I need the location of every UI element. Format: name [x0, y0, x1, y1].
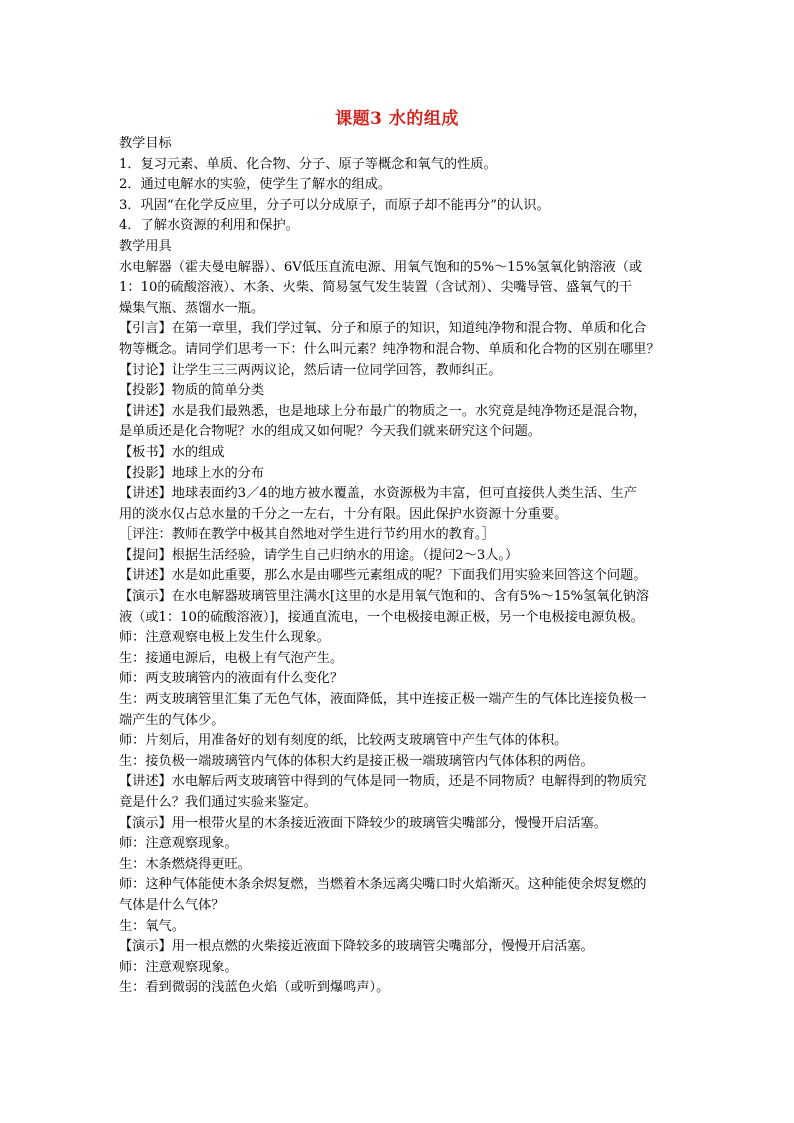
text-line: 【演示】用一根带火星的木条接近液面下降较少的玻璃管尖嘴部分，慢慢开启活塞。 [119, 815, 607, 831]
text-line: ［评注：教师在教学中极其自然地对学生进行节约用水的教育。］ [119, 527, 495, 543]
text-line: 【讲述】水电解后两支玻璃管中得到的气体是同一物质，还是不同物质？电解得到的物质究 [119, 774, 647, 790]
text-line: 【投影】地球上水的分布 [119, 465, 265, 481]
text-line: 液（或1：10的硫酸溶液）]，接通直流电，一个电极接电源正极，另一个电极接电源负极。 [119, 609, 644, 625]
text-line: 教学目标 [119, 136, 172, 151]
text-line: 【讲述】地球表面约3／4的地方被水覆盖，水资源极为丰富，但可直接供人类生活、生产 [119, 486, 637, 502]
text-line: 【讨论】让学生三三两两议论，然后请一位同学回答，教师纠正。 [119, 362, 502, 378]
text-line: 【引言】在第一章里，我们学过氧、分子和原子的知识，知道纯净物和混合物、单质和化合 [119, 321, 647, 337]
text-line: 【讲述】水是如此重要，那么水是由哪些元素组成的呢？下面我们用实验来回答这个问题。 [119, 568, 647, 584]
text-line: 竟是什么？我们通过实验来鉴定。 [119, 795, 317, 810]
text-line: 【演示】在水电解器玻璃管里注满水[这里的水是用氧气饱和的、含有5%～15%氢氧化钠溶 [119, 589, 650, 605]
text-line: 师：注意观察现象。 [119, 959, 238, 975]
text-line: 生：木条燃烧得更旺。 [119, 856, 251, 872]
text-line: 师：两支玻璃管内的液面有什么变化？ [119, 671, 344, 687]
text-line: 4．了解水资源的利用和保护。 [119, 218, 299, 234]
text-line: 燥集气瓶、蒸馏水一瓶。 [119, 300, 265, 316]
text-line: 【提问】根据生活经验，请学生自己归纳水的用途。（提问2～3人。） [119, 547, 519, 563]
text-line: 生：看到微弱的浅蓝色火焰（或听到爆鸣声）。 [119, 980, 390, 996]
text-line: 1．复习元素、单质、化合物、分子、原子等概念和氧气的性质。 [119, 156, 497, 172]
text-line: 1：10的硫酸溶液）、木条、火柴、简易氢气发生装置（含试剂）、尖嘴导管、盛氧气的干 [119, 280, 633, 296]
text-line: 2．通过电解水的实验，使学生了解水的组成。 [119, 177, 392, 193]
document-body [119, 134, 677, 999]
text-line: 物等概念。请同学们思考一下：什么叫元素？纯净物和混合物、单质和化合物的区别在哪里？ [119, 341, 660, 357]
text-line: 生：接负极一端玻璃管内气体的体积大约是接正极一端玻璃管内气体体积的两倍。 [119, 753, 594, 769]
document-title: 课题3 水的组成 [335, 109, 459, 129]
text-line: 【投影】物质的简单分类 [119, 383, 265, 399]
text-line: 师：注意观察电极上发生什么现象。 [119, 630, 330, 646]
text-line: 用的淡水仅占总水量的千分之一左右，十分有限。因此保护水资源十分重要。 [119, 506, 568, 522]
text-line: 【演示】用一根点燃的火柴接近液面下降较多的玻璃管尖嘴部分，慢慢开启活塞。 [119, 939, 594, 955]
text-line: 水电解器（霍夫曼电解器）、6V低压直流电源、用氧气饱和的5%～15%氢氧化钠溶液（或 [119, 259, 643, 275]
text-line: 师：片刻后，用准备好的划有刻度的纸，比较两支玻璃管中产生气体的体积。 [119, 733, 568, 749]
text-line: 师：这种气体能使木条余烬复燃，当燃着木条远离尖嘴口时火焰渐灭。这种能使余烬复燃的 [119, 877, 647, 893]
text-line: 3．巩固“在化学反应里，分子可以分成原子，而原子却不能再分”的认识。 [119, 197, 550, 213]
text-line: 生：两支玻璃管里汇集了无色气体，液面降低，其中连接正极一端产生的气体比连接负极一 [119, 692, 647, 708]
text-line: 气体是什么气体？ [119, 897, 225, 913]
text-line: 生：氧气。 [119, 918, 185, 934]
text-line: 是单质还是化合物呢？水的组成又如何呢？今天我们就来研究这个问题。 [119, 424, 541, 440]
text-line: 端产生的气体少。 [119, 712, 225, 728]
text-line: 【板书】水的组成 [119, 444, 225, 460]
text-line: 生：接通电源后，电极上有气泡产生。 [119, 650, 344, 666]
text-line: 教学用具 [119, 238, 172, 254]
text-line: 师：注意观察现象。 [119, 836, 238, 852]
text-line: 【讲述】水是我们最熟悉，也是地球上分布最广的物质之一。水究竟是纯净物还是混合物， [119, 403, 647, 419]
